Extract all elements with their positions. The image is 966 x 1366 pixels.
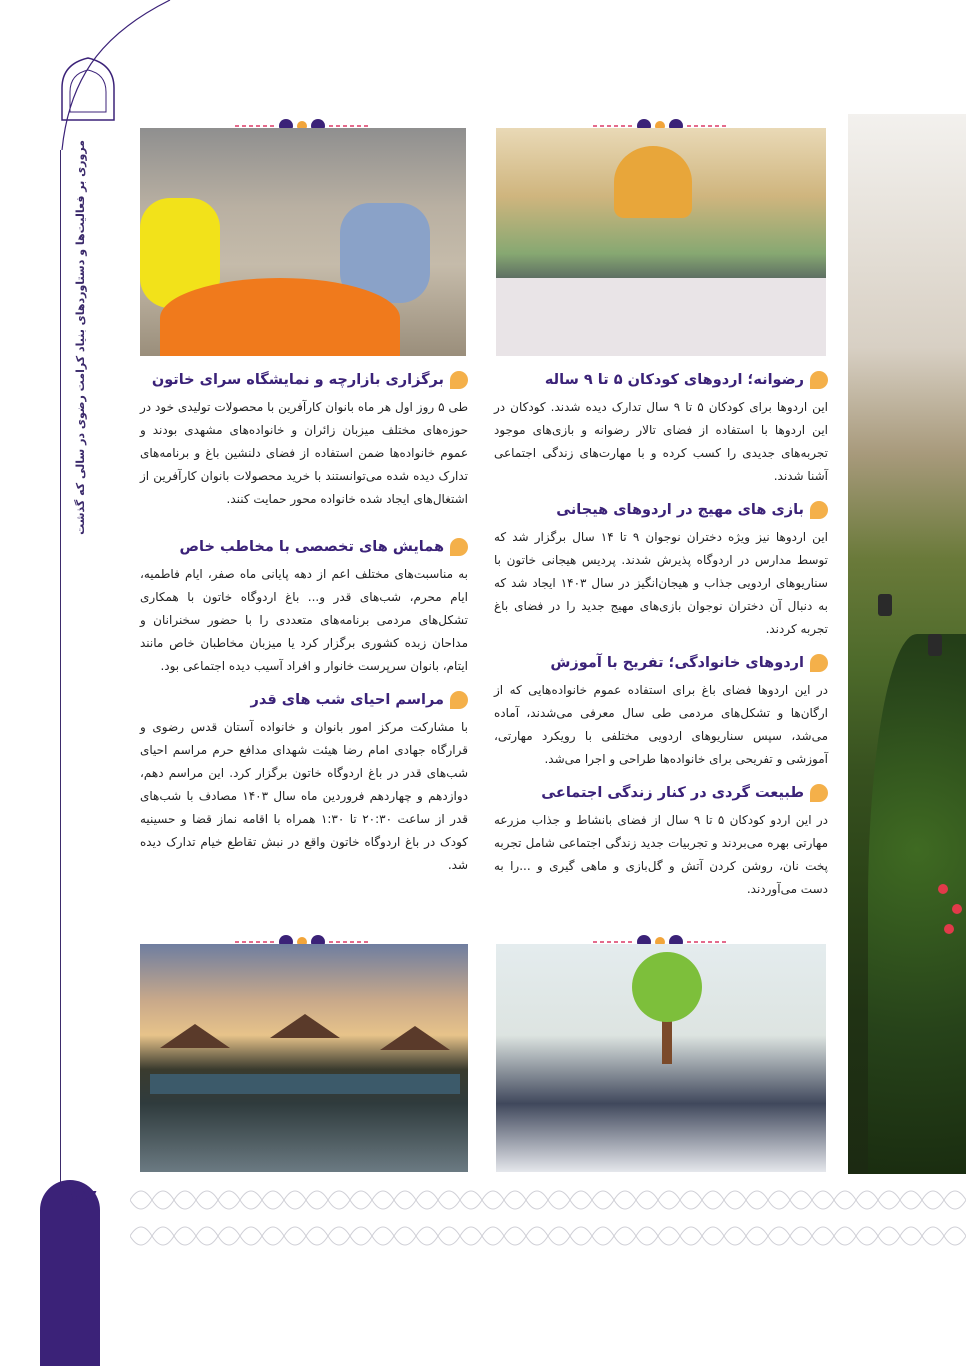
bullet-icon [450,371,468,389]
section-heading [494,781,828,805]
sidebar-vertical-line [60,150,61,1250]
photo-kids-masks [496,944,826,1172]
article-section [494,781,828,901]
photo-lake-pavilions [140,944,468,1172]
pavilion-deck [150,1074,460,1094]
ornament-line [593,125,633,127]
section-body: در این اردو کودکان ۵ تا ۹ سال از فضای بانشاط و جذاب مزرعه مهارتی بهره می‌بردند و تجربیات جدید زندگی اجتماعی شامل تجربه پخت نان، روشن کردن آتش و گل‌بازی و ماهی گیری و ...را به دست می‌آوردند. [494,813,828,896]
section-heading [140,368,468,392]
tree-shape [868,634,966,1174]
article-section [140,368,468,511]
section-heading [140,535,468,559]
section-heading [494,651,828,675]
section-heading [494,498,828,522]
section-heading-text: رضوانه؛ اردوهای کودکان ۵ تا ۹ ساله [544,372,804,388]
article-section [140,535,468,678]
red-flower [944,924,954,934]
shrine-dome-shape [614,146,692,218]
bullet-icon [810,501,828,519]
section-heading-text: مراسم احیای شب های قدر [250,692,444,708]
magazine-vertical-caption: مروری بر فعالیت‌ها و دستاوردهای بنیاد کرامت رضوی در سالی که گذشت [74,140,87,535]
garden-photo-edge [848,114,966,1174]
paper-tree-crown [632,952,702,1022]
ornament-line [329,125,369,127]
section-body: این اردوها نیز ویژه دختران نوجوان ۹ تا ۱۴ سال برگزار شد که توسط مدارس در اردوگاه پذیرش شدند. پردیس هیجانی خاتون با سناریوهای اردویی جذاب و هیجان‌انگیز در سال ۱۴۰۳ ایجاد شد که به دنبال آن دختران نوجوان بازی‌های مهیج جدید را در فضای باغ تجربه کردند. [494,530,828,636]
left-text-column [140,368,468,887]
section-heading-text: بازی های مهیج در اردوهای هیجانی [556,502,804,518]
article-section [494,368,828,488]
pavilion-roof [270,1014,340,1038]
article-section [494,498,828,641]
bullet-icon [810,784,828,802]
page-number: ۳۷ [70,1186,97,1211]
ornament-line [593,941,633,943]
section-heading-text: همایش های تخصصی با مخاطب خاص [179,539,444,555]
lamp-post [878,594,892,616]
bullet-icon [450,538,468,556]
section-body: به مناسبت‌های مختلف اعم از دهه پایانی ماه صفر، ایام فاطمیه، ایام محرم، شب‌های قدر و... باغ اردوگاه خاتون با همکاری تشکل‌های مردمی برنامه‌های متعددی را با حضور سخنرانان و مداحان زبده کشوری برگزار کرد یا میزبان مخاطبان خاص مانند ایتام، بانوان سرپرست خانوار و افراد آسیب دیده اجتماعی بود. [140,567,468,673]
red-flower [938,884,948,894]
photo-girls-playground [140,128,466,356]
ornament-line [235,125,275,127]
lamp-post [928,634,942,656]
bullet-icon [810,371,828,389]
section-body: در این اردوها فضای باغ برای استفاده عموم خانواده‌هایی که از ارگان‌ها و تشکل‌های مردمی طی سال معرفی می‌شدند، آماده می‌شد، سپس سناریوهای اردویی مختلفی با رویکرد مهارتی، آموزشی و تفریحی برای خانواده‌ها طراحی و اجرا می‌شد. [494,683,828,766]
section-heading-text: برگزاری بازارچه و نمایشگاه سرای خاتون [151,372,444,388]
pavilion-roof [160,1024,230,1048]
wall-shape [496,278,826,356]
ornament-line [235,941,275,943]
article-section [494,651,828,771]
right-text-column [494,368,828,911]
section-body: با مشارکت مرکز امور بانوان و خانواده آستان قدس رضوی و قرارگاه جهادی امام رضا هیئت شهدای مدافع حرم مراسم احیای شب‌های قدر در باغ اردوگاه خاتون برگزار کرد. این مراسم دهم، دوازدهم و چهاردهم فروردین ماه سال ۱۴۰۳ مصادف با شب‌های قدر از ساعت ۲۰:۳۰ تا ۱:۳۰ همراه با اقامه نماز قضا و حسینیه کودک در باغ اردوگاه خاتون واقع در نبش تقاطع خیام تدارک دیده شد. [140,720,468,872]
section-heading [494,368,828,392]
ornament-line [687,941,727,943]
article-section [140,688,468,877]
section-body: طی ۵ روز اول هر ماه بانوان کارآفرین با محصولات تولیدی خود در حوزه‌های مختلف میزبان زائران و خانواده‌های مشهدی بودند و عموم خانواده‌ها ضمن استفاده از فضای دلنشین باغ و برنامه‌های تدارک دیده شده می‌توانستند با خرید محصولات بانوان کارآفرین از اشتغال‌های ایجاد شده خانواده محور حمایت کنند. [140,400,468,506]
bullet-icon [810,654,828,672]
bullet-icon [450,691,468,709]
photo-children-camp [496,128,826,356]
pavilion-roof [380,1026,450,1050]
geometric-pattern-strip [130,1182,966,1254]
orange-ride-shape [160,278,400,356]
section-body: این اردوها برای کودکان ۵ تا ۹ سال تدارک دیده شدند. کودکان در این اردوها با استفاده از فضای تالار رضوانه و بازی‌های موجود تجربه‌های جدیدی را کسب کرده و با مهارت‌های زندگی اجتماعی آشنا شدند. [494,400,828,483]
ornament-line [329,941,369,943]
section-heading-text: اردوهای خانوادگی؛ تفریح با آموزش [550,655,804,671]
red-flower [952,904,962,914]
ornament-line [687,125,727,127]
section-heading [140,688,468,712]
section-heading-text: طبیعت گردی در کنار زندگی اجتماعی [541,785,804,801]
